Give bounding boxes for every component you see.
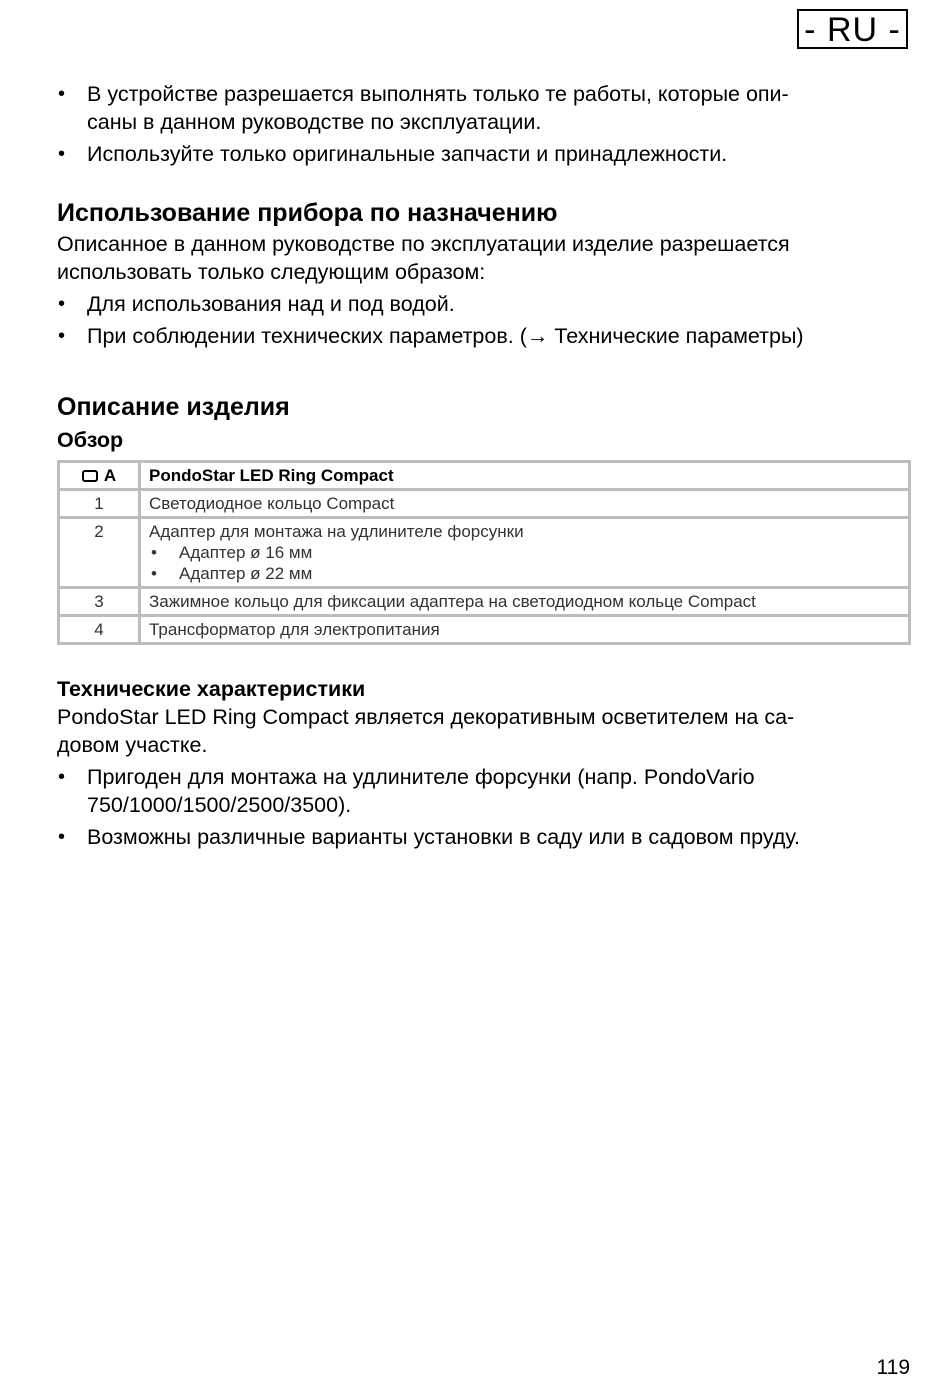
- table-cell-number: 3: [59, 588, 140, 616]
- tech-text: PondoStar LED Ring Compact является декоративным осветителем на са- довом участке.: [57, 705, 795, 757]
- list-item: • Адаптер ø 16 мм: [149, 542, 900, 563]
- overview-title: Обзор: [57, 428, 124, 452]
- table-row: [59, 616, 910, 644]
- table-cell-description: Зажимное кольцо для фиксации адаптера на светодиодном кольце Compact: [140, 588, 910, 616]
- intro-bullet-list: [57, 80, 912, 168]
- language-badge: - RU -: [797, 9, 908, 49]
- table-cell-text: Адаптер для монтажа на удлинителе форсунки: [149, 522, 524, 541]
- table-header-row: [59, 462, 910, 490]
- tech-bullet-list: [57, 763, 912, 851]
- list-item: • Возможны различные варианты установки в саду или в садовом пруду.: [57, 823, 912, 851]
- overview-table: [57, 460, 911, 645]
- table-row: [59, 518, 910, 588]
- intended-use-bullet-list: [57, 290, 912, 350]
- adapter-sub-list: [149, 542, 900, 584]
- table-cell-number: 1: [59, 490, 140, 518]
- page-content: [57, 80, 912, 855]
- table-row: [59, 588, 910, 616]
- list-item: • Для использования над и под водой.: [57, 290, 912, 318]
- section-title-intended-use: Использование прибора по назначению: [57, 199, 558, 227]
- table-cell-number: 4: [59, 616, 140, 644]
- section-title-product-description: Описание изделия: [57, 393, 290, 421]
- section-title-tech: Технические характеристики: [57, 677, 366, 701]
- table-header-figure-label: A: [103, 466, 117, 485]
- table-header-position: [59, 462, 140, 490]
- list-item: • При соблюдении технических параметров. (→ Технические параметры): [57, 322, 912, 350]
- list-item: • Адаптер ø 22 мм: [149, 563, 900, 584]
- image-frame-icon: [82, 470, 98, 482]
- list-item: • Используйте только оригинальные запчасти и принадлежности.: [57, 140, 912, 168]
- list-item: • В устройстве разрешается выполнять только те работы, которые опи- саны в данном руководстве по эксплуатации.: [57, 80, 912, 136]
- table-header-product: PondoStar LED Ring Compact: [140, 462, 910, 490]
- table-cell-description: [140, 518, 910, 588]
- table-cell-description: Светодиодное кольцо Compact: [140, 490, 910, 518]
- table-cell-number: 2: [59, 518, 140, 588]
- table-row: [59, 490, 910, 518]
- list-item: • Пригоден для монтажа на удлинителе форсунки (напр. PondoVario 750/1000/1500/2500/3500).: [57, 763, 912, 819]
- table-cell-description: Трансформатор для электропитания: [140, 616, 910, 644]
- page-number: 119: [876, 1356, 910, 1379]
- intended-use-text: Описанное в данном руководстве по эксплуатации изделие разрешается использовать только следующим образом:: [57, 232, 790, 284]
